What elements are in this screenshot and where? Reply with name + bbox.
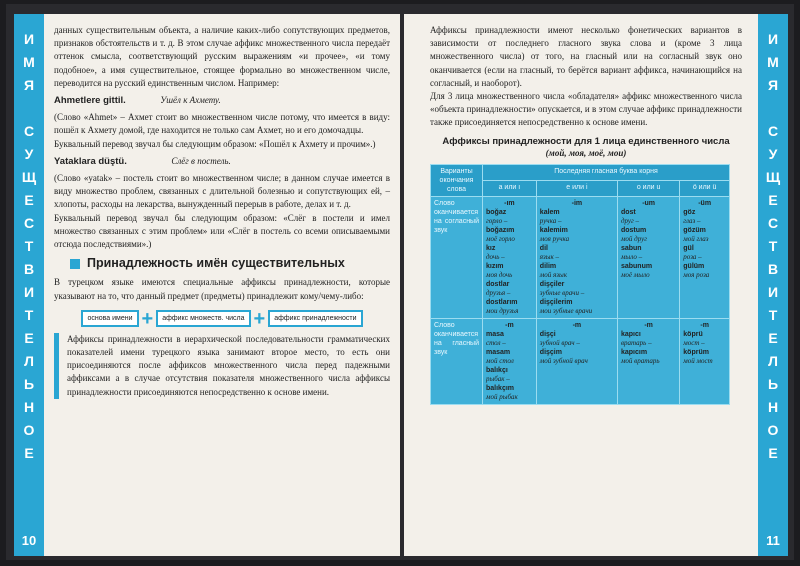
section-heading: Принадлежность имён существительных xyxy=(70,257,390,270)
book-spread xyxy=(6,4,794,560)
side-title-letter: Я xyxy=(23,77,35,93)
turkish-word: dişçiler xyxy=(539,280,565,288)
left-page xyxy=(14,14,400,556)
side-title-letter: Щ xyxy=(21,169,37,185)
side-title-letter: Е xyxy=(768,192,778,208)
table-group-header: Последняя гласная буква корня xyxy=(483,164,730,180)
turkish-word: dostum xyxy=(620,226,647,234)
table-cell xyxy=(483,196,537,318)
side-title-letter: Ь xyxy=(767,376,779,392)
word-translation: друзья – xyxy=(486,288,511,297)
side-title-letter: О xyxy=(767,422,779,438)
table-row xyxy=(431,196,730,318)
turkish-word: kız xyxy=(486,244,496,252)
formula-box: основа имени xyxy=(81,310,138,327)
side-title-letter: И xyxy=(767,31,779,47)
side-title-letter: М xyxy=(23,54,35,70)
word-translation: мой стол xyxy=(486,356,514,365)
table-cell xyxy=(536,196,617,318)
turkish-word: dilim xyxy=(539,262,557,270)
plus-icon: + xyxy=(141,307,154,330)
word-translation: дочь – xyxy=(486,252,505,261)
word-translation: моё мыло xyxy=(620,270,650,279)
word-translation: друг – xyxy=(620,216,640,225)
side-title-letter: С xyxy=(767,123,779,139)
row-label: Слово оканчивается на согласный звук xyxy=(431,196,483,318)
side-title-letter: Е xyxy=(768,330,778,346)
side-title-letter: Е xyxy=(24,192,34,208)
page-number: 11 xyxy=(766,533,780,548)
table-row xyxy=(431,318,730,404)
word-translation: моё горло xyxy=(486,234,515,243)
example-explanation: (Слово «yatak» – постель стоит во множественном числе; в данном случае имеется в виду множество проблем, связанных с длительной болезнью и сопутствующих ей, – хлопоты, расходы на лекарства, вынужденный перерыв в работе, делах и т. д. xyxy=(54,173,390,210)
table-corner-header: Варианты окончания слова xyxy=(431,164,483,196)
side-title-letter: Н xyxy=(23,399,35,415)
side-title-letter: С xyxy=(767,215,779,231)
example-literal: Буквальный перевод звучал бы следующим образом: «Пошёл к Ахмету и прочим».) xyxy=(54,138,376,149)
column-header: a или ı xyxy=(483,180,537,196)
affix-label: -m xyxy=(572,321,582,329)
word-translation: мой мост xyxy=(683,356,713,365)
word-translation: моя дочь xyxy=(486,270,513,279)
turkish-word: gül xyxy=(683,244,694,252)
right-side-title xyxy=(758,14,788,556)
table-cell xyxy=(680,196,730,318)
word-translation: роза – xyxy=(683,252,702,261)
turkish-word: kalemim xyxy=(539,226,568,234)
turkish-word: dil xyxy=(539,244,548,252)
turkish-word: boğazım xyxy=(486,226,515,234)
turkish-word: boğaz xyxy=(486,208,507,216)
word-translation: мой глаз xyxy=(683,234,709,243)
square-bullet-icon xyxy=(70,259,80,269)
affix-label: -um xyxy=(642,199,656,207)
example-turkish: Yataklara düştü. xyxy=(54,155,127,167)
word-translation: мыло – xyxy=(620,252,643,261)
word-translation: мой вратарь xyxy=(620,356,660,365)
turkish-word: kızım xyxy=(486,262,504,270)
turkish-word: sabun xyxy=(620,244,642,252)
affix-table xyxy=(430,164,730,405)
side-title-letter: С xyxy=(23,123,35,139)
word-translation: вратарь – xyxy=(620,338,652,347)
side-title-letter: Т xyxy=(24,238,34,254)
turkish-word: gözüm xyxy=(683,226,706,234)
table-cell xyxy=(617,318,679,404)
turkish-word: köprü xyxy=(683,330,703,338)
word-translation: зубной врач – xyxy=(539,338,580,347)
note-block: Аффиксы принадлежности в иерархической последовательности грамматических показателей имени турецкого языка занимают второе место, то есть они присоединяются после аффиксов множественного числа перед падежными аффиксами а в случае отсутствия показателя множественного числа аффиксы принадлежности присоединяются непосредственно к основе имени. xyxy=(54,333,390,399)
turkish-word: dişçim xyxy=(539,348,562,356)
side-title-letter: И xyxy=(23,31,35,47)
side-title-letter: Л xyxy=(24,353,34,369)
side-title-letter: И xyxy=(23,284,35,300)
word-translation: язык – xyxy=(539,252,560,261)
column-header: e или i xyxy=(536,180,617,196)
turkish-word: dişçi xyxy=(539,330,556,338)
possession-paragraph: В турецком языке имеются специальные аффиксы принадлежности, которые указывают на то, что данный предмет (предметы) принадлежит кому/чему-либо: xyxy=(54,277,390,301)
table-cell xyxy=(617,196,679,318)
left-side-title xyxy=(14,14,44,556)
table-cell xyxy=(483,318,537,404)
word-translation: мой рыбак xyxy=(486,392,518,401)
side-title-letter: Т xyxy=(768,307,778,323)
formula-box: аффикс множеств. числа xyxy=(156,310,250,327)
paragraph: Аффиксы принадлежности имеют несколько фонетических вариантов в зависимости от последнего гласного звука слова и (кроме 3 лица множественного числа) от того, на гласный или на согласный звук оно оканчивается (если на гласный, то берётся вариант аффикса, начинающийся на согласный, и наоборот). xyxy=(430,25,742,88)
word-translation: горло – xyxy=(486,216,508,225)
example-literal: Буквальный перевод звучал бы следующим образом: «Слёг в постели и имел множество связанных с этим проблем» или «Слёг в постель со всеми описываемыми отсюда последствиями».) xyxy=(54,212,390,250)
side-title-letter: Щ xyxy=(765,169,781,185)
side-title-letter: Т xyxy=(768,238,778,254)
intro-paragraph: данных существительным объекта, а наличие каких-либо сопутствующих предметов, признаков обстоятельств и т. д. В этом случае аффикс множественного числа передаёт оттенок смысла, соответствующий русским выражениям «и прочее», «и тому подобное», а имя существительное, стоящее формально во множественном числе, переводится на русский единственным числом. Например: xyxy=(54,25,390,88)
turkish-word: balıkçım xyxy=(486,384,515,392)
plus-icon: + xyxy=(253,307,266,330)
turkish-word: göz xyxy=(683,208,696,216)
turkish-word: dostlar xyxy=(486,280,510,288)
table-cell xyxy=(680,318,730,404)
table-title: Аффиксы принадлежности для 1 лица единственного числа xyxy=(442,135,730,147)
page-number: 10 xyxy=(21,533,37,548)
table-subtitle: (мой, моя, моё, мои) xyxy=(545,147,627,158)
side-title-letter: И xyxy=(767,284,779,300)
side-title-letter: Е xyxy=(24,445,34,461)
example-turkish: Ahmetlere gittil. xyxy=(54,95,126,107)
affix-formula xyxy=(54,309,390,329)
formula-box: аффикс принадлежности xyxy=(268,310,362,327)
turkish-word: dostlarım xyxy=(486,298,518,306)
column-header: o или u xyxy=(617,180,679,196)
word-translation: мой друг xyxy=(620,234,647,243)
word-translation: рыбак – xyxy=(486,374,510,383)
side-title-letter: Е xyxy=(768,445,778,461)
column-header: ö или ü xyxy=(680,180,730,196)
side-title-letter: У xyxy=(24,146,34,162)
left-text xyxy=(54,24,390,399)
side-title-letter: Л xyxy=(768,353,778,369)
word-translation: мои друзья xyxy=(486,306,519,315)
word-translation: мой зубной врач xyxy=(539,356,588,365)
word-translation: зубные врачи – xyxy=(539,288,585,297)
right-text xyxy=(430,24,742,405)
word-translation: глаз – xyxy=(683,216,701,225)
affix-label: -m xyxy=(700,321,709,329)
side-title-letter: В xyxy=(767,261,779,277)
row-label: Слово оканчивается на гласный звук xyxy=(431,318,483,404)
side-title-letter: С xyxy=(23,215,35,231)
turkish-word: masam xyxy=(486,348,511,356)
side-title-letter: Е xyxy=(24,330,34,346)
word-translation: стол – xyxy=(486,338,506,347)
affix-label: -im xyxy=(571,199,583,207)
example-translation: Слёг в постель. xyxy=(171,155,231,166)
turkish-word: masa xyxy=(486,330,504,338)
turkish-word: kapıcı xyxy=(620,330,641,338)
turkish-word: dost xyxy=(620,208,636,216)
word-translation: моя ручка xyxy=(539,234,570,243)
table-cell xyxy=(536,318,617,404)
word-translation: мост – xyxy=(683,338,705,347)
side-title-letter: Н xyxy=(767,399,779,415)
side-title-letter: М xyxy=(767,54,779,70)
word-translation: мои зубные врачи xyxy=(539,306,593,315)
side-title-letter: В xyxy=(23,261,35,277)
affix-label: -m xyxy=(644,321,653,329)
example-translation: Ушёл к Ахмету. xyxy=(160,95,221,106)
word-translation: ручка – xyxy=(539,216,562,225)
example-explanation: (Слово «Ahmet» – Ахмет стоит во множественном числе потому, что имеется в виду: пошёл к Ахмету домой, где находится не только сам Ахмет, но и его домочадцы. xyxy=(54,112,390,136)
turkish-word: dişçilerim xyxy=(539,298,573,306)
side-title-letter: Т xyxy=(24,307,34,323)
affix-label: -m xyxy=(505,321,514,329)
paragraph: Для 3 лица множественного числа «обладателя» аффикс множественного числа «объекта принадлежности» опускается, и в этом случае аффикс принадлежности также присоединяется непосредственно к основе имени. xyxy=(430,91,742,128)
word-translation: моя роза xyxy=(683,270,710,279)
word-translation: мой язык xyxy=(539,270,568,279)
turkish-word: kapıcım xyxy=(620,348,648,356)
turkish-word: köprüm xyxy=(683,348,709,356)
right-page xyxy=(404,14,788,556)
side-title-letter: Ь xyxy=(23,376,35,392)
turkish-word: kalem xyxy=(539,208,560,216)
affix-label: -üm xyxy=(698,199,712,207)
turkish-word: sabunum xyxy=(620,262,653,270)
turkish-word: balıkçı xyxy=(486,366,508,374)
side-title-letter: У xyxy=(768,146,778,162)
side-title-letter: Я xyxy=(767,77,779,93)
turkish-word: gülüm xyxy=(683,262,705,270)
affix-label: -ım xyxy=(504,199,515,207)
side-title-letter: О xyxy=(23,422,35,438)
